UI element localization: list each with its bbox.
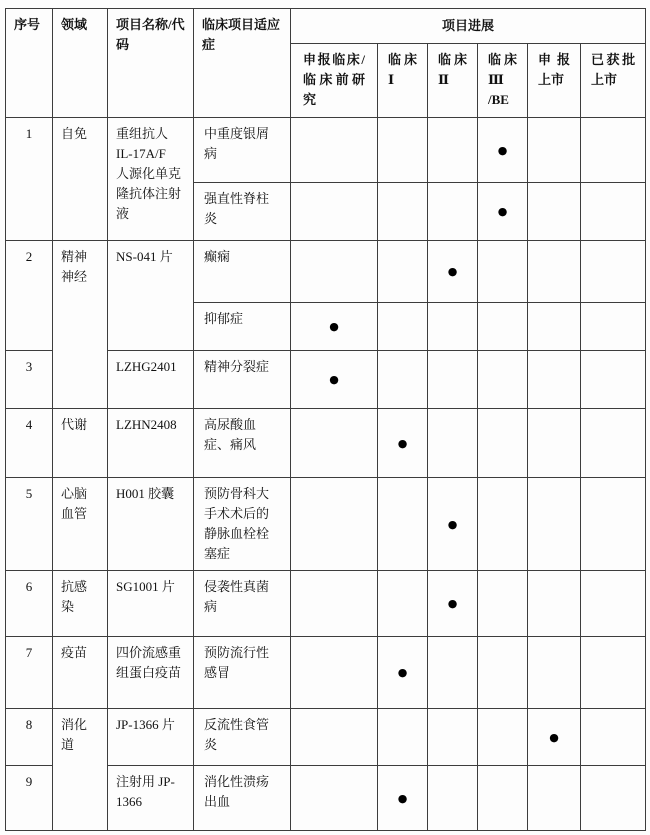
seq-cell: 6 bbox=[6, 571, 53, 637]
field-cell: 疫苗 bbox=[53, 637, 108, 709]
stage-mark-cell bbox=[428, 637, 478, 709]
stage-mark-cell bbox=[428, 409, 478, 478]
stage-mark-cell bbox=[478, 241, 528, 303]
stage-mark-cell bbox=[291, 766, 378, 831]
stage-mark-cell bbox=[291, 183, 378, 241]
stage-mark-cell bbox=[528, 571, 581, 637]
stage-mark-cell bbox=[528, 766, 581, 831]
field-cell: 抗感染 bbox=[53, 571, 108, 637]
table-row bbox=[6, 709, 646, 766]
stage-mark-cell: ● bbox=[428, 241, 478, 303]
field-cell: 代谢 bbox=[53, 409, 108, 478]
stage-mark-cell bbox=[528, 118, 581, 183]
project-cell: H001 胶囊 bbox=[108, 478, 194, 571]
table-row bbox=[6, 478, 646, 571]
stage-mark-cell bbox=[378, 183, 428, 241]
stage-mark-cell: ● bbox=[428, 571, 478, 637]
stage-mark-cell bbox=[528, 183, 581, 241]
header-progress: 项目进展 bbox=[291, 9, 646, 44]
stage-mark-cell bbox=[581, 241, 646, 303]
stage-mark-cell bbox=[478, 709, 528, 766]
indication-cell: 强直性脊柱炎 bbox=[194, 183, 291, 241]
indication-cell: 中重度银屑病 bbox=[194, 118, 291, 183]
header-stage-phase3-be: 临床 Ⅲ /BE bbox=[478, 44, 528, 118]
indication-cell: 癫痫 bbox=[194, 241, 291, 303]
stage-mark-cell bbox=[291, 409, 378, 478]
header-row-top bbox=[6, 9, 646, 44]
indication-cell: 预防流行性感冒 bbox=[194, 637, 291, 709]
stage-mark-cell bbox=[478, 303, 528, 351]
stage-mark-cell bbox=[378, 241, 428, 303]
stage-mark-cell: ● bbox=[378, 637, 428, 709]
indication-cell: 精神分裂症 bbox=[194, 351, 291, 409]
field-cell: 精神神经 bbox=[53, 241, 108, 409]
pipeline-table bbox=[5, 8, 646, 831]
stage-mark-cell bbox=[528, 351, 581, 409]
stage-mark-cell: ● bbox=[478, 183, 528, 241]
seq-cell: 3 bbox=[6, 351, 53, 409]
header-stage-approved: 已获批 上市 bbox=[581, 44, 646, 118]
project-cell: 重组抗人 IL-17A/F 人源化单克隆抗体注射液 bbox=[108, 118, 194, 241]
stage-mark-cell: ● bbox=[528, 709, 581, 766]
header-stage-nda: 申报 上市 bbox=[528, 44, 581, 118]
project-cell: SG1001 片 bbox=[108, 571, 194, 637]
stage-mark-cell: ● bbox=[428, 478, 478, 571]
header-stage-phase1: 临床 Ⅰ bbox=[378, 44, 428, 118]
stage-mark-cell bbox=[428, 118, 478, 183]
stage-mark-cell bbox=[581, 709, 646, 766]
field-cell: 心脑血管 bbox=[53, 478, 108, 571]
stage-mark-cell bbox=[581, 478, 646, 571]
stage-mark-cell bbox=[581, 637, 646, 709]
header-stage-phase2: 临床 Ⅱ bbox=[428, 44, 478, 118]
header-stage-preclinical: 申报临床/临床前研究 bbox=[291, 44, 378, 118]
stage-mark-cell bbox=[581, 118, 646, 183]
project-cell: NS-041 片 bbox=[108, 241, 194, 351]
stage-mark-cell bbox=[528, 637, 581, 709]
stage-mark-cell bbox=[378, 478, 428, 571]
indication-cell: 抑郁症 bbox=[194, 303, 291, 351]
stage-mark-cell bbox=[378, 351, 428, 409]
stage-mark-cell bbox=[581, 351, 646, 409]
stage-mark-cell: ● bbox=[478, 118, 528, 183]
seq-cell: 1 bbox=[6, 118, 53, 241]
stage-mark-cell bbox=[378, 118, 428, 183]
stage-mark-cell bbox=[291, 637, 378, 709]
stage-mark-cell: ● bbox=[291, 351, 378, 409]
stage-mark-cell bbox=[428, 183, 478, 241]
seq-cell: 7 bbox=[6, 637, 53, 709]
table-row bbox=[6, 241, 646, 303]
indication-cell: 反流性食管炎 bbox=[194, 709, 291, 766]
stage-mark-cell bbox=[581, 766, 646, 831]
header-seq: 序号 bbox=[6, 9, 53, 118]
stage-mark-cell bbox=[428, 766, 478, 831]
stage-mark-cell bbox=[581, 183, 646, 241]
stage-mark-cell bbox=[581, 571, 646, 637]
stage-mark-cell bbox=[378, 709, 428, 766]
stage-mark-cell bbox=[478, 766, 528, 831]
stage-mark-cell bbox=[378, 571, 428, 637]
stage-mark-cell bbox=[291, 118, 378, 183]
stage-mark-cell bbox=[478, 478, 528, 571]
stage-mark-cell bbox=[581, 303, 646, 351]
indication-cell: 侵袭性真菌病 bbox=[194, 571, 291, 637]
project-cell: 注射用 JP-1366 bbox=[108, 766, 194, 831]
stage-mark-cell bbox=[478, 637, 528, 709]
indication-cell: 预防骨科大手术术后的静脉血栓栓塞症 bbox=[194, 478, 291, 571]
stage-mark-cell bbox=[291, 571, 378, 637]
table-row bbox=[6, 409, 646, 478]
stage-mark-cell bbox=[528, 241, 581, 303]
stage-mark-cell bbox=[528, 478, 581, 571]
table-row bbox=[6, 637, 646, 709]
indication-cell: 高尿酸血症、痛风 bbox=[194, 409, 291, 478]
stage-mark-cell bbox=[478, 351, 528, 409]
header-indication: 临床项目适应症 bbox=[194, 9, 291, 118]
field-cell: 消化道 bbox=[53, 709, 108, 831]
table-row bbox=[6, 571, 646, 637]
stage-mark-cell bbox=[428, 351, 478, 409]
project-cell: LZHG2401 bbox=[108, 351, 194, 409]
indication-cell: 消化性溃疡出血 bbox=[194, 766, 291, 831]
stage-mark-cell bbox=[378, 303, 428, 351]
project-cell: JP-1366 片 bbox=[108, 709, 194, 766]
stage-mark-cell bbox=[478, 571, 528, 637]
stage-mark-cell bbox=[291, 709, 378, 766]
seq-cell: 2 bbox=[6, 241, 53, 351]
stage-mark-cell bbox=[291, 241, 378, 303]
stage-mark-cell bbox=[428, 303, 478, 351]
project-cell: LZHN2408 bbox=[108, 409, 194, 478]
seq-cell: 5 bbox=[6, 478, 53, 571]
stage-mark-cell bbox=[581, 409, 646, 478]
stage-mark-cell: ● bbox=[378, 409, 428, 478]
stage-mark-cell bbox=[528, 303, 581, 351]
stage-mark-cell bbox=[428, 709, 478, 766]
stage-mark-cell bbox=[478, 409, 528, 478]
field-cell: 自免 bbox=[53, 118, 108, 241]
seq-cell: 9 bbox=[6, 766, 53, 831]
stage-mark-cell bbox=[291, 478, 378, 571]
table-row bbox=[6, 118, 646, 183]
stage-mark-cell: ● bbox=[378, 766, 428, 831]
project-cell: 四价流感重组蛋白疫苗 bbox=[108, 637, 194, 709]
stage-mark-cell bbox=[528, 409, 581, 478]
stage-mark-cell: ● bbox=[291, 303, 378, 351]
header-field: 领域 bbox=[53, 9, 108, 118]
header-project: 项目名称/代码 bbox=[108, 9, 194, 118]
seq-cell: 4 bbox=[6, 409, 53, 478]
seq-cell: 8 bbox=[6, 709, 53, 766]
